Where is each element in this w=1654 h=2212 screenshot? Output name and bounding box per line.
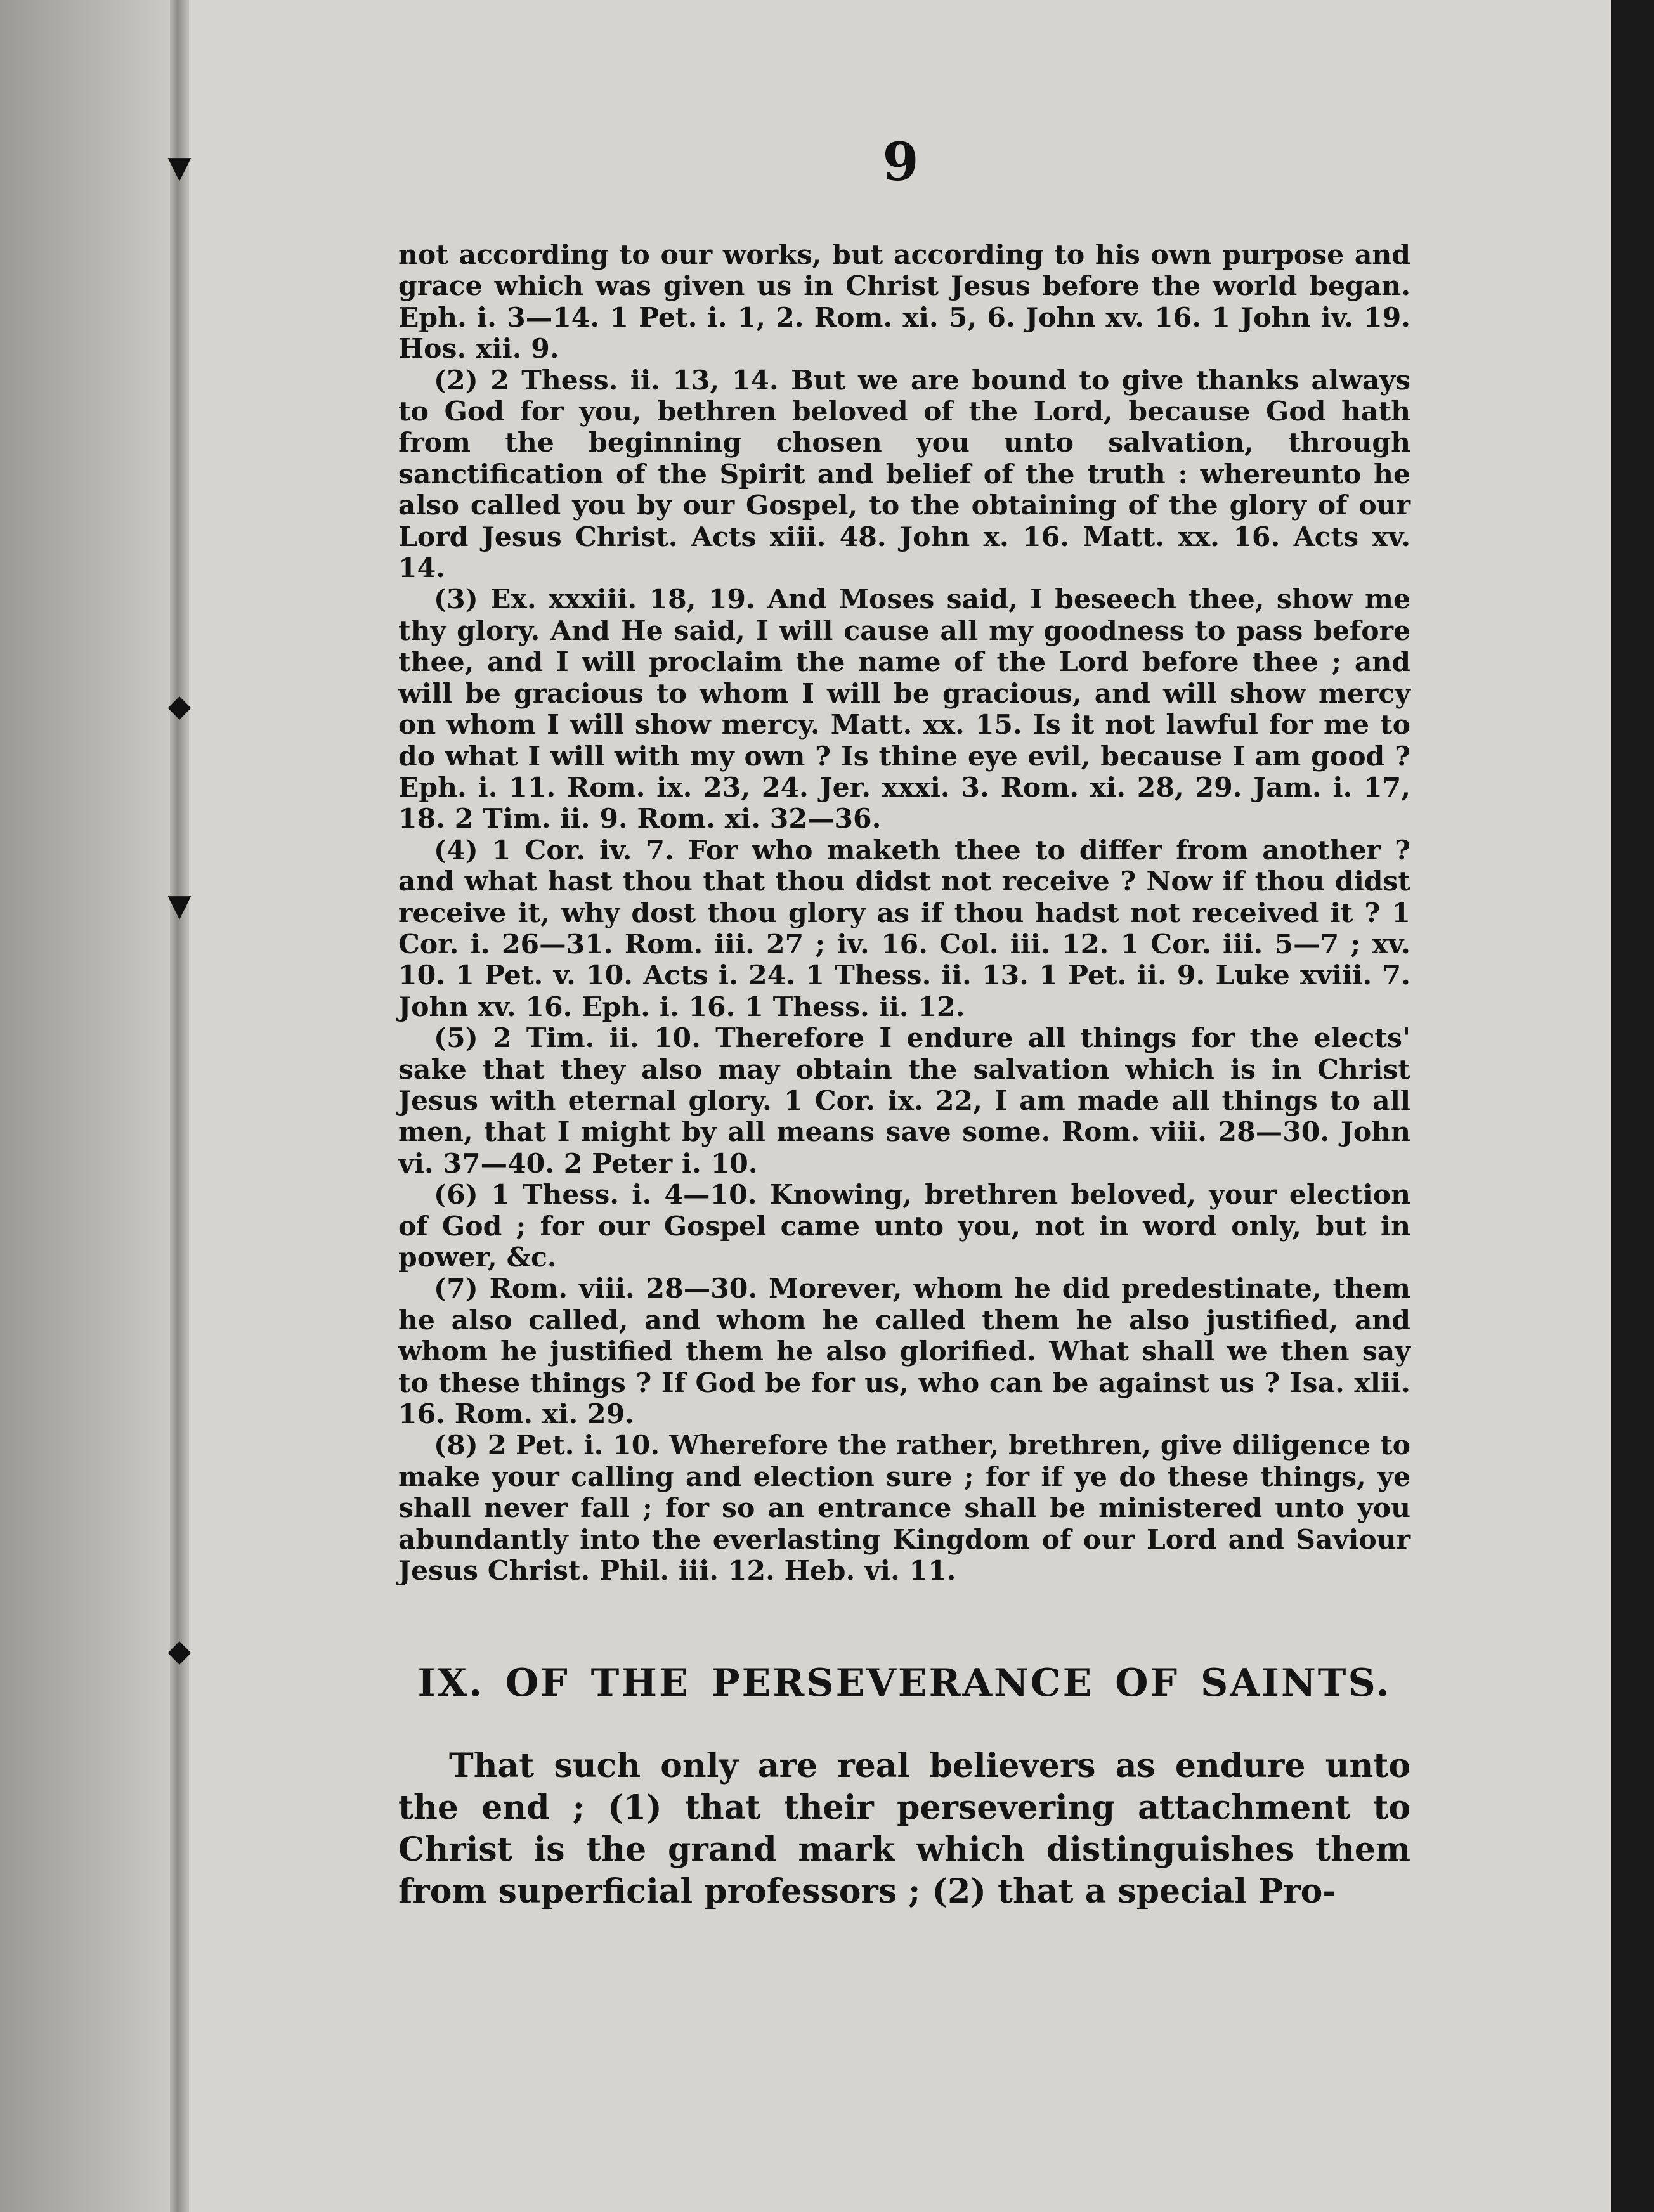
proof-paragraph: (2) 2 Thess. ii. 13, 14. But we are bound to give thanks always to God for you, bethren beloved of the Lord, because God hath from the beginning chosen you unto salvation, through sanctification of the Spirit and belief of the truth : whereunto he also called you by our Gospel, to the obtaining of the glory of our Lord Jesus Christ. Acts xiii. 48. John x. 16. Matt. xx. 16. Acts xv. 14. [398, 364, 1410, 585]
proof-paragraph: (7) Rom. viii. 28—30. Morever, whom he did predestinate, them he also called, and whom he called them he also justified, and whom he justified them he also glorified. What shall we then say to these things ? If God be for us, who can be against us ? Isa. xlii. 16. Rom. xi. 29. [398, 1273, 1410, 1431]
text-column [398, 240, 1410, 1913]
proof-paragraph: (3) Ex. xxxiii. 18, 19. And Moses said, I beseech thee, show me thy glory. And He said, I will cause all my goodness to pass before thee, and I will proclaim the name of the Lord before thee ; and will be gracious to whom I will be gracious, and will show mercy on whom I will show mercy. Matt. xx. 15. Is it not lawful for me to do what I will with my own ? Is thine eye evil, because I am good ? Eph. i. 11. Rom. ix. 23, 24. Jer. xxxi. 3. Rom. xi. 28, 29. Jam. i. 17, 18. 2 Tim. ii. 9. Rom. xi. 32—36. [398, 583, 1410, 835]
section-body: That such only are real believers as endure unto the end ; (1) that their persevering attachment to Christ is the grand mark which distinguishes them from superficial professors ; (2) that a special Pro- [398, 1747, 1410, 1911]
page-edge-shadow [0, 0, 170, 2212]
binding-tack-icon: ▼ [167, 150, 192, 185]
page-number: 9 [882, 132, 919, 193]
proof-paragraph: (8) 2 Pet. i. 10. Wherefore the rather, brethren, give diligence to make your calling and election sure ; for if ye do these things, ye shall never fall ; for so an entrance shall be ministered unto you abundantly into the everlasting Kingdom of our Lord and Saviour Jesus Christ. Phil. iii. 12. Heb. vi. 11. [398, 1429, 1410, 1587]
binding-strip [170, 0, 189, 2212]
proof-paragraph: (5) 2 Tim. ii. 10. Therefore I endure all things for the elects' sake that they also may obtain the salvation which is in Christ Jesus with eternal glory. 1 Cor. ix. 22, I am made all things to all men, that I might by all means save some. Rom. viii. 28—30. John vi. 37—40. 2 Peter i. 10. [398, 1022, 1410, 1180]
proof-paragraph: (4) 1 Cor. iv. 7. For who maketh thee to differ from another ? and what hast thou that thou didst not receive ? Now if thou didst receive it, why dost thou glory as if thou hadst not received it ? 1 Cor. i. 26—31. Rom. iii. 27 ; iv. 16. Col. iii. 12. 1 Cor. iii. 5—7 ; xv. 10. 1 Pet. v. 10. Acts i. 24. 1 Thess. ii. 13. 1 Pet. ii. 9. Luke xviii. 7. John xv. 16. Eph. i. 16. 1 Thess. ii. 12. [398, 834, 1410, 1023]
proof-paragraph: not according to our works, but according to his own purpose and grace which was given us in Christ Jesus before the world began. Eph. i. 3—14. 1 Pet. i. 1, 2. Rom. xi. 5, 6. John xv. 16. 1 John iv. 19. Hos. xii. 9. [398, 239, 1410, 365]
binding-tack-icon: ▼ [167, 888, 192, 923]
scripture-proofs [398, 240, 1410, 1587]
binding-tack-icon: ◆ [167, 688, 192, 724]
proof-paragraph: (6) 1 Thess. i. 4—10. Knowing, brethren beloved, your election of God ; for our Gospel came unto you, not in word only, but in power, &c. [398, 1179, 1410, 1273]
section-heading: IX. OF THE PERSEVERANCE OF SAINTS. [417, 1661, 1391, 1706]
binding-tack-icon: ◆ [167, 1633, 192, 1669]
